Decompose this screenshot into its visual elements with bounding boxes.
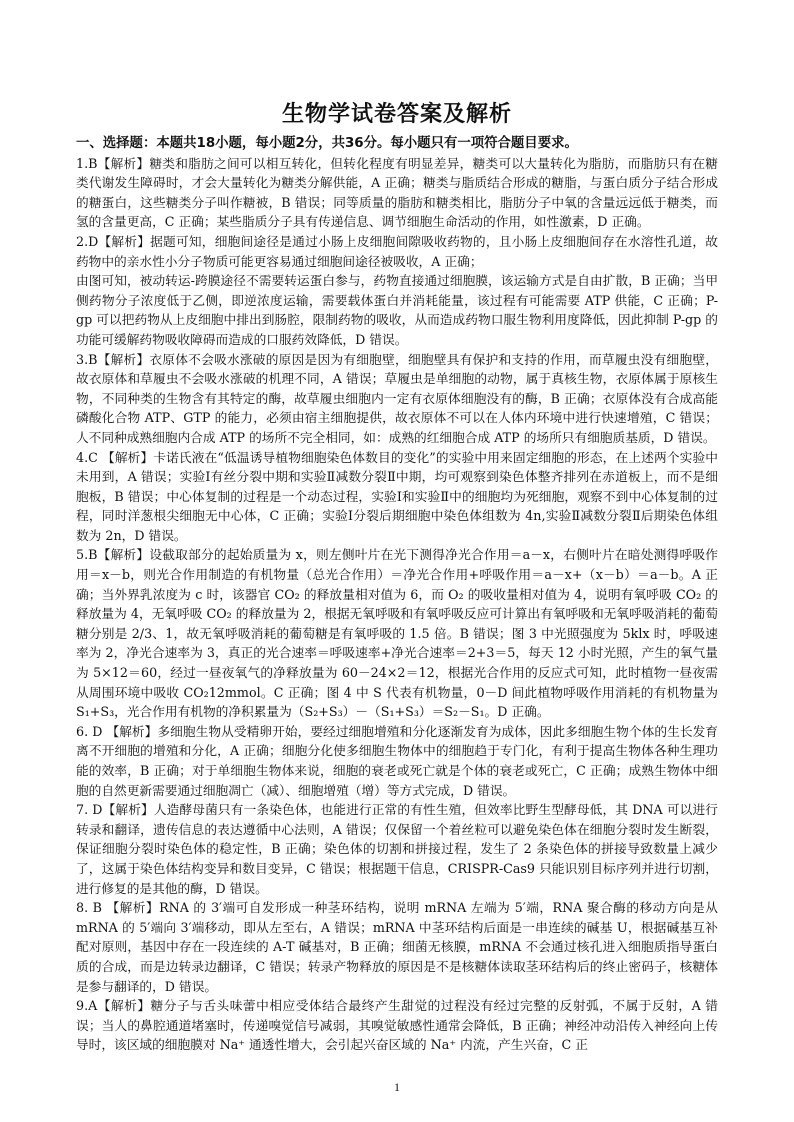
question-item-2	[76, 232, 718, 350]
question-item-1	[76, 154, 718, 232]
answer-paragraph: 3.B【解析】衣原体不会吸水涨破的原因是因为有细胞壁，细胞壁具有保护和支持的作用，而草履虫没有细胞壁，故衣原体和草履虫不会吸水涨破的机理不同，A 错误；草履虫是单细胞的动物，属于真核生物，衣原体属于原核生物，不同种类的生物含有其特定的酶，故草履虫细胞内一定有衣原体细胞没有的酶，B 正确；衣原体没有合成高能磷酸化合物 ATP、GTP 的能力，必须由宿主细胞提供，故衣原体不可以在人体内环境中进行快速增殖，C 错误；人不同种成熟细胞内合成 ATP 的场所不完全相同，如：成熟的红细胞合成 ATP 的场所只有细胞质基质，D 错误。	[76, 351, 718, 445]
question-item-6	[76, 722, 718, 800]
question-item-7	[76, 800, 718, 898]
answer-paragraph: 2.D【解析】据题可知，细胞间途径是通过小肠上皮细胞间隙吸收药物的，且小肠上皮细胞间存在水溶性孔道，故药物中的亲水性小分子物质可能更容易通过细胞间途径被吸收，A 正确；	[76, 233, 718, 269]
answer-paragraph: 7. D【解析】人造酵母菌只有一条染色体，也能进行正常的有性生殖，但效率比野生型酵母低，其 DNA 可以进行转录和翻译，遗传信息的表达遵循中心法则，A 错误；仅保留一个着丝粒可以避免染色体在细胞分裂时发生断裂，保证细胞分裂时染色体的稳定性，B 正确；染色体的切割和拼接过程，发生了 2 条染色体的拼接导致数量上减少了，这属于染色体结构变异和数目变异，C 错误；根据题干信息，CRISPR-Cas9 只能识别目标序列并进行切割，进行修复的是其他的酶，D 错误。	[76, 802, 718, 896]
page-number: 1	[394, 1080, 400, 1094]
question-item-8	[76, 898, 718, 996]
page-title: 生物学试卷答案及解析	[281, 102, 512, 127]
answer-paragraph: 4.C 【解析】卡诺氏液在“低温诱导植物细胞染色体数目的变化”的实验中用来固定细胞的形态，在上述两个实验中未用到，A 错误；实验Ⅰ有丝分裂中期和实验Ⅱ减数分裂Ⅱ中期，均可观察到染色体整齐排列在赤道板上，而不是细胞板，B 错误；中心体复制的过程是一个动态过程，实验Ⅰ和实验Ⅱ中的细胞均为死细胞，观察不到中心体复制的过程，同时洋葱根尖细胞无中心体，C 正确；实验Ⅰ分裂后期细胞中染色体组数为 4n,实验Ⅱ减数分裂Ⅱ后期染色体组数为 2n，D 错误。	[76, 449, 718, 543]
question-item-4	[76, 448, 718, 546]
answer-paragraph: 1.B【解析】糖类和脂肪之间可以相互转化，但转化程度有明显差异，糖类可以大量转化为脂肪，而脂肪只有在糖类代谢发生障碍时，才会大量转化为糖类分解供能，A 正确；糖类与脂质结合形成的糖脂，与蛋白质分子结合形成的糖蛋白，这些糖类分子叫作糖被，B 错误；同等质量的脂肪和糖类相比，脂肪分子中氧的含量远远低于糖类，而氢的含量更高，C 正确；某些脂质分子具有传递信息、调节细胞生命活动的作用，如性激素，D 正确。	[76, 155, 718, 230]
question-item-3	[76, 350, 718, 448]
answer-paragraph: 8. B 【解析】RNA 的 3′端可自发形成一种茎环结构，说明 mRNA 左端为 5′端，RNA 聚合酶的移动方向是从 mRNA 的 5′端向 3′端移动，即从左至右，A 错误；mRNA 中茎环结构后面是一串连续的碱基 U，根据碱基互补配对原则，基因中存在一段连续的 A-T 碱基对，B 正确；细菌无核膜，mRNA 不会通过核孔进入细胞质指导蛋白质的合成，而是边转录边翻译，C 错误；转录产物释放的原因是不是核糖体读取茎环结构后的终止密码子，核糖体是参与翻译的，D 错误。	[76, 900, 718, 994]
answer-paragraph: 由图可知，被动转运-跨膜途径不需要转运蛋白参与，药物直接通过细胞膜，该运输方式是自由扩散，B 正确；当甲侧药物分子浓度低于乙侧，即逆浓度运输，需要载体蛋白并消耗能量，该过程有可能需要 ATP 供能，C 正确；P-gp 可以把药物从上皮细胞中排出到肠腔，限制药物的吸收，从而造成药物口服生物利用度降低，因此抑制 P-gp 的功能可缓解药物吸收障碍而造成的口服药效降低，D 错误。	[76, 273, 718, 347]
question-item-5	[76, 545, 718, 721]
answer-paragraph: 6. D 【解析】多细胞生物从受精卵开始，要经过细胞增殖和分化逐渐发育为成体，因此多细胞生物个体的生长发育离不开细胞的增殖和分化，A 正确；细胞分化使多细胞生物体中的细胞趋于专门化，有利于提高生物体各种生理功能的效率，B 正确；对于单细胞生物体来说，细胞的衰老或死亡就是个体的衰老或死亡，C 正确；成熟生物体中细胞的自然更新需要通过细胞凋亡（减）、细胞增殖（增）等方式完成，D 错误。	[76, 723, 718, 798]
section-heading: 一、选择题：本题共18小题，每小题2分，共36分。每小题只有一项符合题目要求。	[76, 136, 578, 151]
question-item-9	[76, 996, 718, 1055]
answer-paragraph: 9.A【解析】糖分子与舌头味蕾中相应受体结合最终产生甜觉的过程没有经过完整的反射弧，不属于反射，A 错误；当人的鼻腔通道堵塞时，传递嗅觉信号减弱，其嗅觉敏感性通常会降低，B 正确；神经冲动沿传入神经向上传导时，该区域的细胞膜对 Na⁺ 通透性增大，会引起兴奋区域的 Na⁺ 内流，产生兴奋，C 正	[76, 998, 718, 1053]
answer-paragraph: 5.B【解析】设截取部分的起始质量为 x，则左侧叶片在光下测得净光合作用＝a－x，右侧叶片在暗处测得呼吸作用＝x－b，则光合作用制造的有机物量（总光合作用）＝净光合作用+呼吸作用＝a－x+（x－b）＝a－b。A 正确；当外界乳浓度为 c 时，该器官 CO₂ 的释放量相对值为 6，而 O₂ 的吸收量相对值为 4，说明有氧呼吸 CO₂ 的释放量为 4，无氧呼吸 CO₂ 的释放量为 2，根据无氧呼吸和有氧呼吸反应可计算出有氧呼吸和无氧呼吸消耗的葡萄糖分别是 2/3、1，故无氧呼吸消耗的葡萄糖是有氧呼吸的 1.5 倍。B 错误；图 3 中光照强度为 5klx 时，呼吸速率为 2，净光合速率为 3，真正的光合速率＝呼吸速率+净光合速率＝2+3＝5，每天 12 小时光照，产生的氧气量为 5×12＝60，经过一昼夜氧气的净释放量为 60－24×2＝12，根据光合作用的反应式可知，此时植物一昼夜需从周围环境中吸收 CO₂12mmol。C 正确；图 4 中 S 代表有机物量，0－D 间此植物呼吸作用消耗的有机物量为 S₁+S₃，光合作用有机物的净积累量为（S₂+S₃）－（S₁+S₃）＝S₂－S₁。D 正确。	[76, 547, 718, 720]
